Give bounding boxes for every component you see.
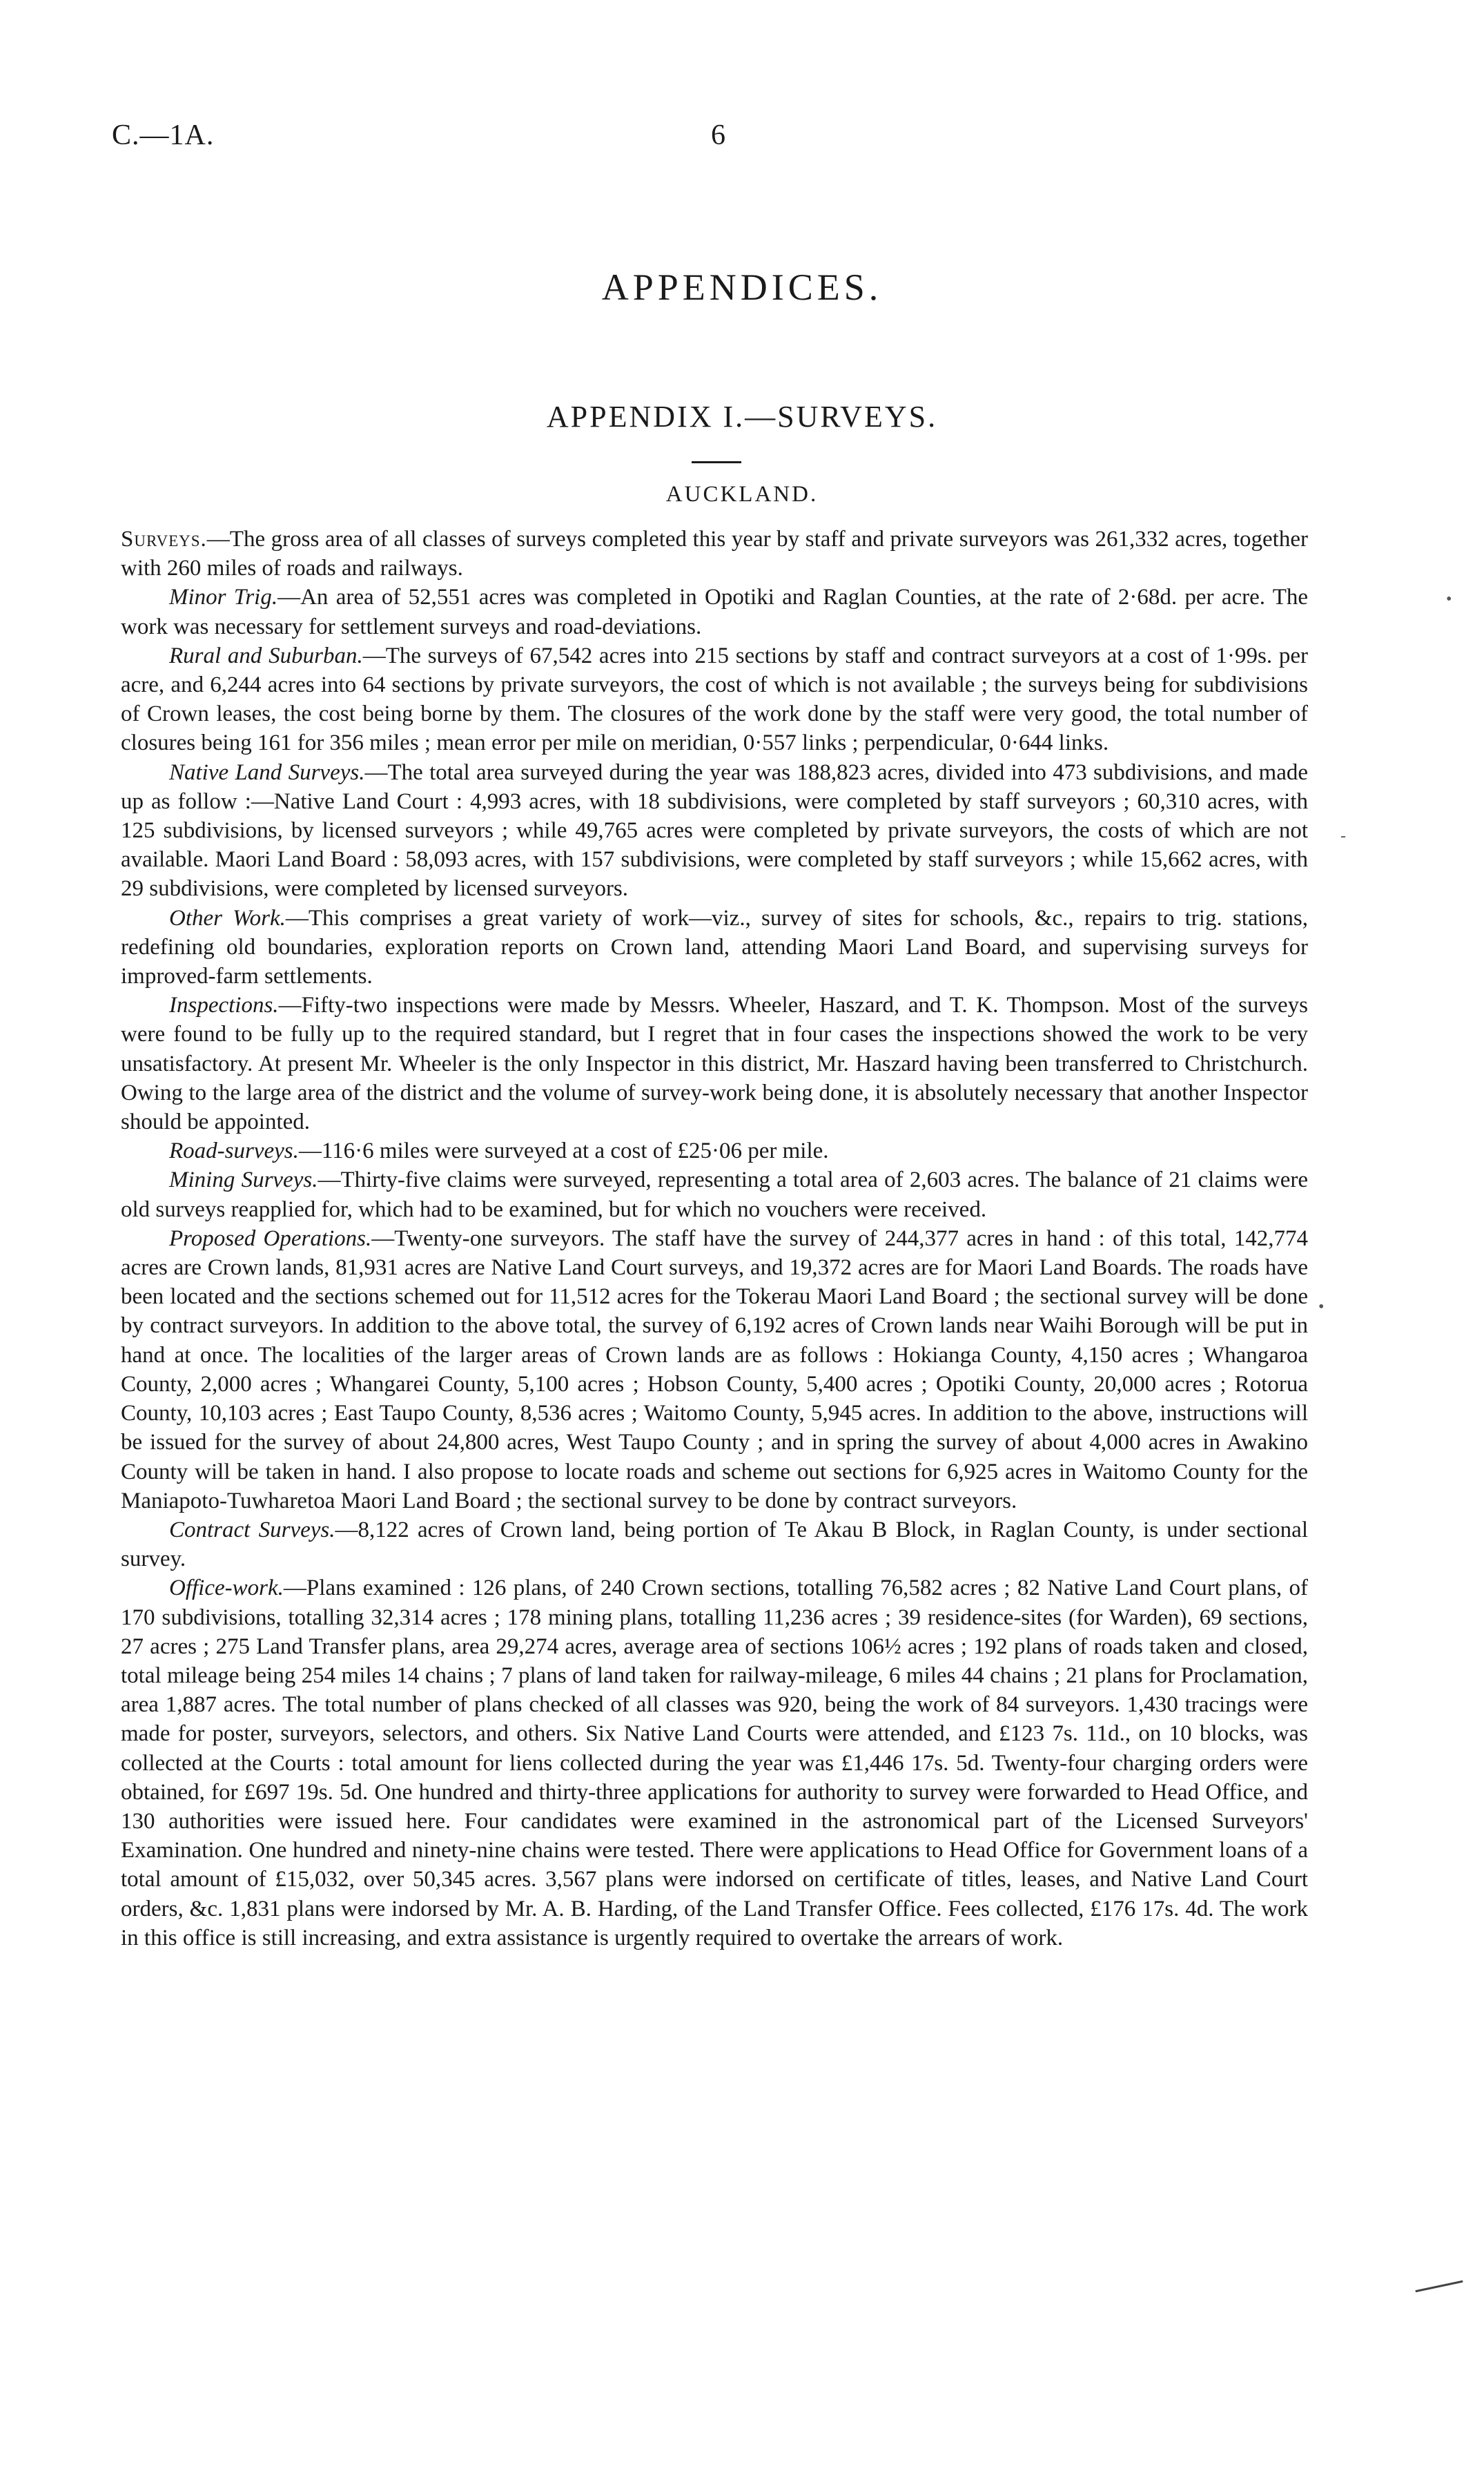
paragraph-proposed-operations [121,1224,1308,1515]
paragraph-text: —Fifty-two inspections were made by Messrs. Wheeler, Haszard, and T. K. Thompson. Most of the surveys were found to be fully up to the required standard, but I regret that in four cases the inspections showed the work to be very unsatisfactory. At present Mr. Wheeler is the only Inspector in this district, Mr. Haszard having been transferred to Christchurch. Owing to the large area of the district and the volume of survey-work being done, it is absolutely necessary that another Inspector should be appointed. [121,993,1308,1135]
appendix-title: APPENDIX I.—SURVEYS. [546,400,938,434]
paragraph-contract-surveys [121,1515,1308,1573]
paragraph-lead: Inspections. [169,993,279,1018]
page-edge-mark [1415,2280,1463,2292]
paragraph-other-work [121,904,1308,991]
paragraph-lead: Other Work. [169,905,286,931]
header-reference: C.—1A. [112,119,215,151]
paragraph-lead: Contract Surveys. [169,1517,335,1542]
paragraph-mining-surveys [121,1165,1308,1223]
paragraph-text: —116·6 miles were surveyed at a cost of £25·06 per mile. [298,1138,829,1164]
paragraph-lead: Rural and Suburban. [169,643,363,668]
paragraph-text: —This comprises a great variety of work—viz., survey of sites for schools, &c., repairs to trig. stations, redefining old boundaries, exploration reports on Crown land, attending Maori Land Board, and supervising surveys for improved-farm settlements. [121,905,1308,989]
paragraph-minor-trig [121,583,1308,641]
paragraph-road-surveys [121,1136,1308,1165]
paragraph-text: —The surveys of 67,542 acres into 215 sections by staff and contract surveyors at a cost of 1·99s. per acre, and 6,244 acres into 64 sections by private surveyors, the cost of which is not available ; the surveys being for subdivisions of Crown leases, the cost being borne by them. The closures of the work done by the staff were very good, the total number of closures being 161 for 356 miles ; mean error per mile on meridian, 0·557 links ; perpendicular, 0·644 links. [121,643,1308,756]
paragraph-lead: Minor Trig. [169,585,278,610]
margin-dash: - [1340,827,1346,845]
margin-dot: • [1446,590,1452,608]
paragraph-text: —The gross area of all classes of surveys completed this year by staff and private surveyors was 261,332 acres, together with 260 miles of roads and railways. [121,527,1308,581]
paragraph-text: —Plans examined : 126 plans, of 240 Crown sections, totalling 76,582 acres ; 82 Native Land Court plans, of 170 subdivisions, totalling 32,314 acres ; 178 mining plans, totalling 11,236 acres ; 39 residence-sites (for Warden), 69 sections, 27 acres ; 275 Land Transfer plans, area 29,274 acres, average area of sections 106½ acres ; 192 plans of roads taken and closed, total mileage being 254 miles 14 chains ; 7 plans of land taken for railway-mileage, 6 miles 44 chains ; 21 plans for Proclamation, area 1,887 acres. The total number of plans checked of all classes was 920, being the work of 84 surveyors. 1,430 tracings were made for poster, surveyors, selectors, and others. Six Native Land Courts were attended, and £123 7s. 11d., on 10 blocks, was collected at the Courts : total amount for liens collected during the year was £1,446 17s. 5d. Twenty-four charging orders were obtained, for £697 19s. 5d. One hundred and thirty-three applications for authority to survey were forwarded to Head Office, and 130 authorities were issued here. Four candidates were examined in the astronomical part of the Licensed Surveyors' Examination. One hundred and ninety-nine chains were tested. There were applications to Head Office for Government loans of a total amount of £15,032, over 50,345 acres. 3,567 plans were indorsed on certificate of titles, leases, and Native Land Court orders, &c. 1,831 plans were indorsed by Mr. A. B. Harding, of the Land Transfer Office. Fees collected, £176 17s. 4d. The work in this office is still increasing, and extra assistance is urgently required to overtake the arrears of work. [121,1576,1308,1950]
title-rule [692,461,741,463]
paragraph-native-land-surveys [121,758,1308,904]
region-heading: AUCKLAND. [665,482,819,507]
paragraph-text: —The total area surveyed during the year was 188,823 acres, divided into 473 subdivisions, and made up as follow :—Native Land Court : 4,993 acres, with 18 subdivisions, were completed by staff surveyors ; 60,310 acres, with 125 subdivisions, by licensed surveyors ; while 49,765 acres were completed by private surveyors, the costs of which are not available. Maori Land Board : 58,093 acres, with 157 subdivisions, were completed by staff surveyors ; while 15,662 acres, with 29 subdivisions, were completed by licensed surveyors. [121,759,1308,902]
paragraph-lead: Mining Surveys. [169,1167,318,1193]
margin-bullet: • [1318,1298,1325,1316]
paragraph-text: —Thirty-five claims were surveyed, representing a total area of 2,603 acres. The balance of 21 claims were old surveys reapplied for, which had to be examined, but for which no vouchers were received. [121,1167,1309,1222]
paragraph-text: —8,122 acres of Crown land, being portion of Te Akau B Block, in Raglan County, is under sectional survey. [121,1517,1308,1572]
paragraph-rural-suburban [121,641,1308,758]
paragraph-lead: Road-surveys. [169,1138,299,1164]
paragraph-lead: Office-work. [169,1576,284,1601]
paragraph-surveys [121,525,1308,583]
page-number: 6 [711,119,725,151]
paragraph-lead: Native Land Surveys. [169,759,365,785]
body-text [121,525,1308,1952]
paragraph-lead: Surveys. [121,527,207,552]
paragraph-lead: Proposed Operations. [169,1225,372,1251]
paragraph-text: —An area of 52,551 acres was completed in Opotiki and Raglan Counties, at the rate of 2·68d. per acre. The work was necessary for settlement surveys and road-deviations. [121,585,1308,639]
main-title: APPENDICES. [601,267,883,308]
paragraph-text: —Twenty-one surveyors. The staff have the survey of 244,377 acres in hand : of this total, 142,774 acres are Crown lands, 81,931 acres are Native Land Court surveys, and 19,372 acres are for Maori Land Boards. The roads have been located and the sections schemed out for 11,512 acres for the Tokerau Maori Land Board ; the sectional survey will be done by contract surveyors. In addition to the above total, the survey of 6,192 acres of Crown lands near Waihi Borough will be put in hand at once. The localities of the larger areas of Crown lands are as follows : Hokianga County, 4,150 acres ; Whangaroa County, 2,000 acres ; Whangarei County, 5,100 acres ; Hobson County, 5,400 acres ; Opotiki County, 20,000 acres ; Rotorua County, 10,103 acres ; East Taupo County, 8,536 acres ; Waitomo County, 5,945 acres. In addition to the above, instructions will be issued for the survey of about 24,800 acres, West Taupo County ; and in spring the survey of about 4,000 acres in Awakino County will be taken in hand. I also propose to locate roads and scheme out sections for 6,925 acres in Waitomo County for the Maniapoto-Tuwharetoa Maori Land Board ; the sectional survey to be done by contract surveyors. [121,1225,1308,1513]
paragraph-inspections [121,991,1308,1136]
paragraph-office-work [121,1573,1308,1952]
